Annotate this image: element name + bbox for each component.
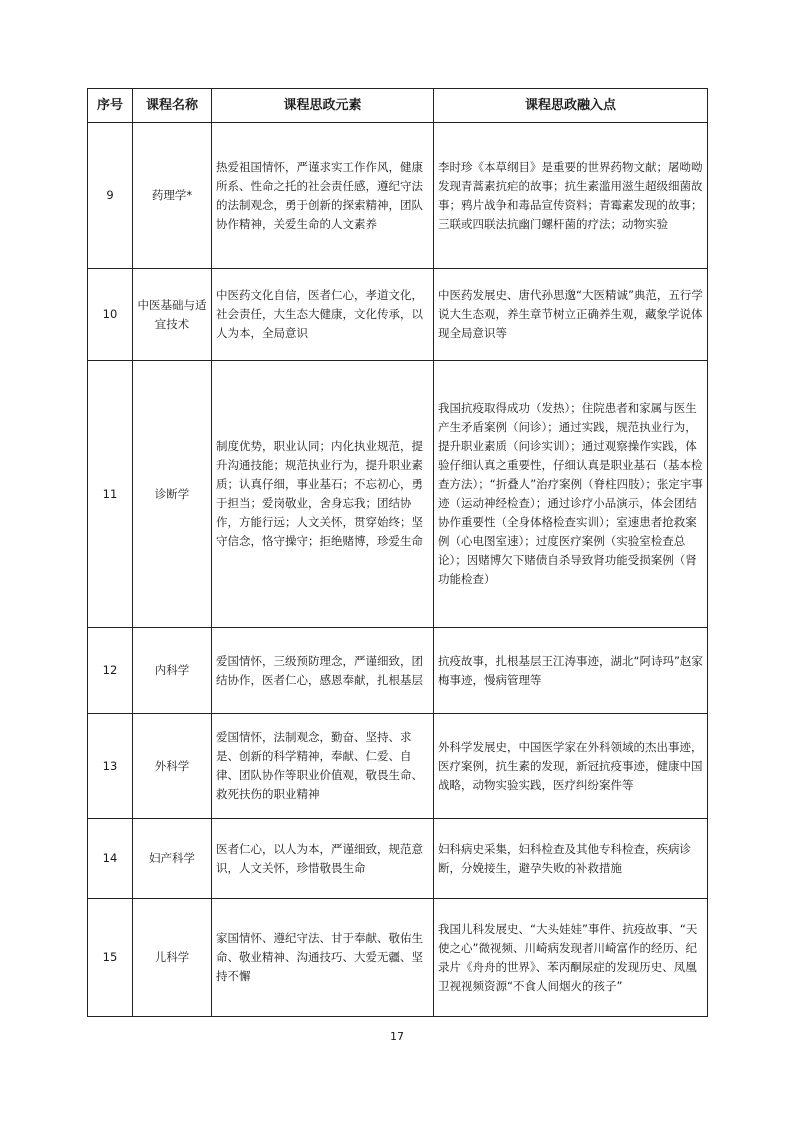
header-serial-number: 序号	[88, 89, 133, 123]
row-ideological-elements: 家国情怀、遵纪守法、甘于奉献、敬佑生命、敬业精神、沟通技巧、大爱无疆、坚持不懈	[212, 899, 434, 1017]
row-course-name: 诊断学	[133, 361, 212, 628]
row-ideological-elements: 热爱祖国情怀，严谨求实工作作风，健康所系、性命之托的社会责任感，遵纪守法的法制观念，勇于创新的探索精神，团队协作精神，关爱生命的人文素养	[212, 123, 434, 269]
table-row	[88, 361, 708, 628]
row-serial-number: 14	[88, 819, 133, 899]
row-ideological-elements: 医者仁心，以人为本，严谨细致，规范意识，人文关怀，珍惜敬畏生命	[212, 819, 434, 899]
header-ideological-elements: 课程思政元素	[212, 89, 434, 123]
table-header-row	[88, 89, 708, 123]
row-course-name: 外科学	[133, 714, 212, 819]
row-serial-number: 15	[88, 899, 133, 1017]
table-row	[88, 269, 708, 361]
row-integration-points: 外科学发展史，中国医学家在外科领域的杰出事迹，医疗案例，抗生素的发现，新冠抗疫事迹，健康中国战略，动物实验实践，医疗纠纷案件等	[434, 714, 708, 819]
header-course-name: 课程名称	[133, 89, 212, 123]
row-serial-number: 9	[88, 123, 133, 269]
row-ideological-elements: 爱国情怀，三级预防理念，严谨细致，团结协作，医者仁心，感恩奉献，扎根基层	[212, 628, 434, 714]
row-integration-points: 李时珍《本草纲目》是重要的世界药物文献；屠呦呦发现青蒿素抗疟的故事；抗生素滥用滋生超级细菌故事；鸦片战争和毒品宣传资料；青霉素发现的故事；三联或四联法抗幽门螺杆菌的疗法；动物实验	[434, 123, 708, 269]
row-course-name: 中医基础与适宜技术	[133, 269, 212, 361]
table-row	[88, 714, 708, 819]
row-ideological-elements: 爱国情怀，法制观念，勤奋、坚持、求是、创新的科学精神，奉献、仁爱、自律、团队协作等职业价值观，敬畏生命、救死扶伤的职业精神	[212, 714, 434, 819]
table-row	[88, 899, 708, 1017]
course-table	[87, 88, 708, 1017]
row-integration-points: 抗疫故事，扎根基层王江涛事迹，湖北“阿诗玛”赵家梅事迹，慢病管理等	[434, 628, 708, 714]
row-integration-points: 我国抗疫取得成功（发热）；住院患者和家属与医生产生矛盾案例（问诊）；通过实践，规范执业行为，提升职业素质（问诊实训）；通过观察操作实践，体验仔细认真之重要性，仔细认真是职业基石（基本检查方法）；“折叠人”治疗案例（脊柱四肢）；张定宇事迹（运动神经检查）；通过诊疗小品演示，体会团结协作重要性（全身体格检查实训）；室速患者抢救案例（心电图室速）；过度医疗案例（实验室检查总论）；因赌博欠下赌债自杀导致肾功能受损案例（肾功能检查）	[434, 361, 708, 628]
row-integration-points: 我国儿科发展史、“大头娃娃”事件、抗疫故事、“天使之心”微视频、川崎病发现者川崎富作的经历、纪录片《舟舟的世界》、苯丙酮尿症的发现历史、凤凰卫视视频资源“不食人间烟火的孩子”	[434, 899, 708, 1017]
table-row	[88, 123, 708, 269]
row-integration-points: 妇科病史采集，妇科检查及其他专科检查，疾病诊断，分娩接生，避孕失败的补救措施	[434, 819, 708, 899]
row-course-name: 儿科学	[133, 899, 212, 1017]
page-number: 17	[390, 1030, 404, 1043]
row-integration-points: 中医药发展史、唐代孙思邈“大医精诚”典范，五行学说大生态观，养生章节树立正确养生观，藏象学说体现全局意识等	[434, 269, 708, 361]
row-ideological-elements: 中医药文化自信，医者仁心，孝道文化，社会责任，大生态大健康，文化传承，以人为本，全局意识	[212, 269, 434, 361]
table-row	[88, 819, 708, 899]
row-serial-number: 13	[88, 714, 133, 819]
row-course-name: 妇产科学	[133, 819, 212, 899]
row-course-name: 内科学	[133, 628, 212, 714]
row-serial-number: 11	[88, 361, 133, 628]
row-serial-number: 10	[88, 269, 133, 361]
row-course-name: 药理学*	[133, 123, 212, 269]
row-serial-number: 12	[88, 628, 133, 714]
row-ideological-elements: 制度优势，职业认同；内化执业规范，提升沟通技能；规范执业行为，提升职业素质；认真仔细，事业基石；不忘初心，勇于担当；爱岗敬业，舍身忘我；团结协作，方能行远；人文关怀，贯穿始终；坚守信念，恪守操守；拒绝赌博，珍爱生命	[212, 361, 434, 628]
table-row	[88, 628, 708, 714]
header-integration-points: 课程思政融入点	[434, 89, 708, 123]
